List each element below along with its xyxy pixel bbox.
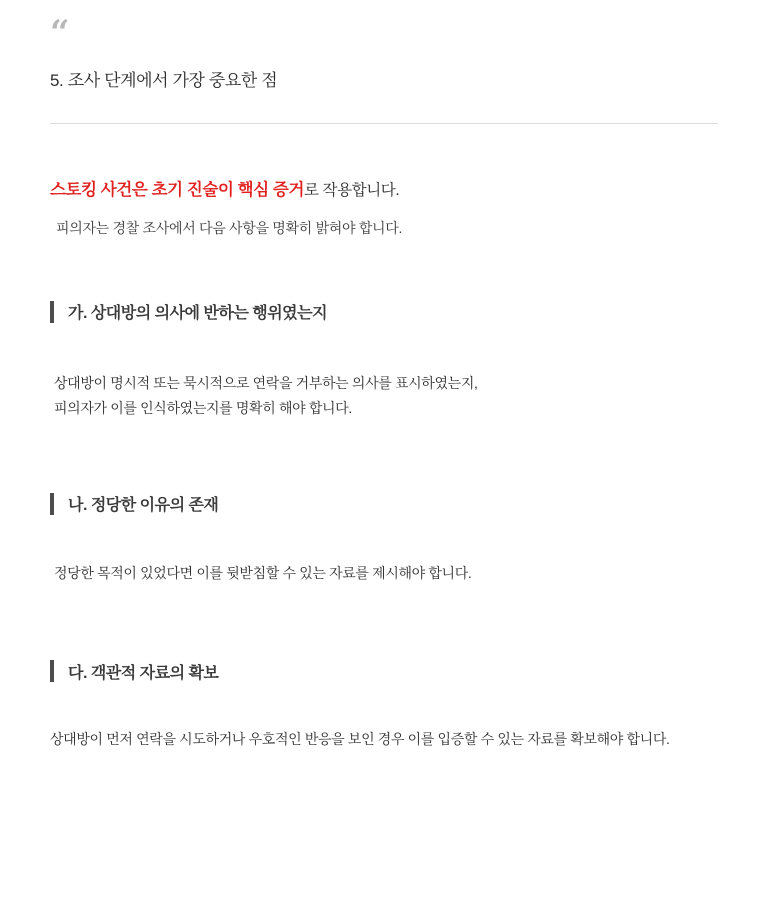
section-ga-title xyxy=(50,300,718,323)
section-ga-body xyxy=(50,371,718,420)
body-line: 상대방이 먼저 연락을 시도하거나 우호적인 반응을 보인 경우 이를 입증할 수 있는 자료를 확보해야 합니다. xyxy=(50,730,670,747)
lead-block xyxy=(50,178,718,238)
lead-line xyxy=(50,178,718,203)
section-bar-icon xyxy=(50,301,54,323)
section-na-title-text: 나. 정당한 이유의 존재 xyxy=(68,497,219,515)
lead-subtext: 피의자는 경찰 조사에서 다음 사항을 명확히 밝혀야 합니다. xyxy=(56,220,403,237)
header-divider xyxy=(50,123,718,124)
section-ga-title-text: 가. 상대방의 의사에 반하는 행위였는지 xyxy=(68,305,328,323)
quote-mark-icon: “ xyxy=(50,13,69,53)
section-da-body xyxy=(50,727,718,752)
lead-tail-text: 로 작용합니다. xyxy=(304,182,400,199)
section-bar-icon xyxy=(50,660,54,682)
section-da xyxy=(50,660,718,752)
section-na-title xyxy=(50,492,718,515)
body-line: 피의자가 이를 인식하였는지를 명확히 해야 합니다. xyxy=(54,399,352,416)
lead-accent-text: 스토킹 사건은 초기 진술이 핵심 증거 xyxy=(50,181,305,199)
section-na xyxy=(50,492,718,586)
section-na-body xyxy=(50,561,718,586)
body-line: 정당한 목적이 있었다면 이를 뒷받침할 수 있는 자료를 제시해야 합니다. xyxy=(54,565,472,582)
section-ga xyxy=(50,300,718,420)
body-line: 상대방이 명시적 또는 묵시적으로 연락을 거부하는 의사를 표시하였는지, xyxy=(54,375,478,392)
section-bar-icon xyxy=(50,493,54,515)
page-title: 5. 조사 단계에서 가장 중요한 점 xyxy=(50,71,278,90)
section-da-title-text: 다. 객관적 자료의 확보 xyxy=(68,664,219,682)
section-da-title xyxy=(50,660,718,683)
